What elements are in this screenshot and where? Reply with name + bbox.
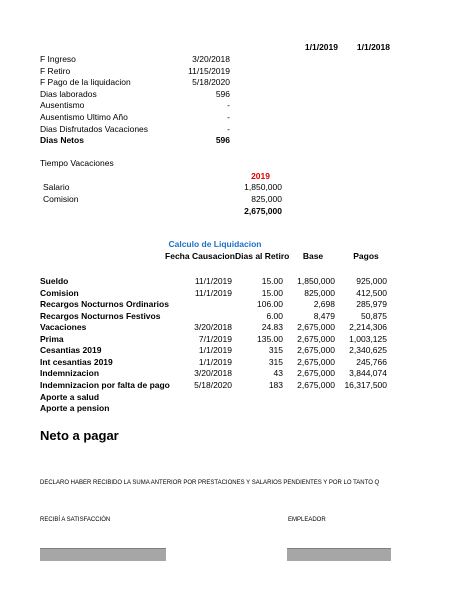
calc-row <box>0 345 474 356</box>
info-value: - <box>227 112 230 122</box>
calc-row <box>0 403 474 414</box>
info-value: 11/15/2019 <box>188 65 230 76</box>
calc-fecha: 7/1/2019 <box>198 333 232 344</box>
info-row <box>0 124 474 135</box>
calc-dias: 106.00 <box>257 299 283 310</box>
calc-base: 2,675,000 <box>297 379 335 390</box>
calc-dias: 6.00 <box>266 310 283 321</box>
calc-fecha: 5/18/2020 <box>194 379 232 390</box>
info-row <box>0 89 474 100</box>
calc-pagos: 1,003,125 <box>349 333 387 344</box>
tiempo-vacaciones-label: Tiempo Vacaciones <box>40 158 114 168</box>
calc-dias: 43 <box>273 368 283 379</box>
signature-right-label: EMPLEADOR <box>288 517 326 523</box>
calc-header-dias: Dias al Retiro <box>235 251 290 261</box>
info-row <box>0 100 474 111</box>
salario-value: 1,850,000 <box>244 182 282 192</box>
calc-dias: 15.00 <box>261 287 283 298</box>
calc-fecha: 1/1/2019 <box>198 356 232 367</box>
info-value: 596 <box>215 88 230 99</box>
calc-dias: 135.00 <box>257 333 283 344</box>
calc-dias: 315 <box>268 345 283 356</box>
info-label: Dias Disfrutados Vacaciones <box>40 123 149 134</box>
calc-base: 2,675,000 <box>297 345 335 356</box>
calc-row <box>0 380 474 391</box>
calc-base: 2,675,000 <box>297 333 335 344</box>
calc-label: Prima <box>40 333 64 344</box>
tiempo-year: 2019 <box>251 171 270 181</box>
calc-row <box>0 334 474 345</box>
info-label: Ausentismo <box>40 100 85 111</box>
info-label: F Pago de la liquidacion <box>40 77 131 88</box>
calc-fecha: 11/1/2019 <box>194 287 232 298</box>
calc-header-base: Base <box>302 251 324 261</box>
info-value: 596 <box>215 135 230 146</box>
signature-right-line <box>287 548 391 561</box>
info-label: Ausentismo Ultimo Año <box>40 112 128 122</box>
info-value: - <box>227 100 230 111</box>
calc-dias: 183 <box>268 379 283 390</box>
comision-value: 825,000 <box>251 194 282 204</box>
info-row <box>0 66 474 77</box>
calc-label: Recargos Nocturnos Ordinarios <box>40 299 169 310</box>
info-value: 5/18/2020 <box>192 77 230 88</box>
calc-row <box>0 276 474 287</box>
calc-row <box>0 288 474 299</box>
signature-left-line <box>40 548 166 561</box>
calc-header-pagos: Pagos <box>353 251 379 261</box>
calc-base: 2,675,000 <box>297 368 335 379</box>
calc-label: Aporte a pension <box>40 403 110 414</box>
calc-label: Sueldo <box>40 276 69 286</box>
signature-left-label: RECIBÍ A SATISFACCIÓN <box>40 517 111 523</box>
info-label: Dias laborados <box>40 88 97 99</box>
info-value: - <box>227 123 230 134</box>
calc-row <box>0 322 474 333</box>
calc-label: Aporte a salud <box>40 391 100 402</box>
calc-pagos: 925,000 <box>356 276 387 286</box>
calc-pagos: 2,340,625 <box>349 345 387 356</box>
calc-title: Calculo de Liquidacion <box>168 239 262 249</box>
info-label: F Ingreso <box>40 54 76 64</box>
calc-pagos: 2,214,306 <box>349 322 387 333</box>
calc-pagos: 16,317,500 <box>344 379 387 390</box>
calc-dias: 24.83 <box>261 322 283 333</box>
calc-label: Comision <box>40 287 79 298</box>
calc-fecha: 11/1/2019 <box>194 276 232 286</box>
salario-label: Salario <box>43 182 70 192</box>
calc-fecha: 1/1/2019 <box>198 345 232 356</box>
comision-label: Comision <box>43 194 79 204</box>
calc-base: 8,479 <box>313 310 335 321</box>
calc-fecha: 3/20/2018 <box>194 368 232 379</box>
calc-row <box>0 392 474 403</box>
calc-base: 2,675,000 <box>297 322 335 333</box>
declaration-text: DECLARO HABER RECIBIDO LA SUMA ANTERIOR POR PRESTACIONES Y SALARIOS PENDIENTES Y POR LO TANTO Q <box>40 480 380 486</box>
calc-row <box>0 368 474 379</box>
calc-base: 2,698 <box>313 299 335 310</box>
calc-dias: 315 <box>268 356 283 367</box>
calc-label: Recargos Nocturnos Festivos <box>40 310 161 321</box>
info-label: Dias Netos <box>40 135 84 146</box>
calc-label: Vacaciones <box>40 322 87 333</box>
calc-row <box>0 357 474 368</box>
calc-base: 1,850,000 <box>297 276 335 286</box>
info-row <box>0 112 474 123</box>
calc-label: Int cesantias 2019 <box>40 356 113 367</box>
calc-base: 2,675,000 <box>297 356 335 367</box>
calc-base: 825,000 <box>304 287 335 298</box>
info-value: 3/20/2018 <box>192 54 230 64</box>
calc-header-fecha: Fecha Causacion <box>165 251 235 261</box>
info-row <box>0 135 474 146</box>
calc-row <box>0 299 474 310</box>
calc-dias: 15.00 <box>261 276 283 286</box>
neto-label: Neto a pagar <box>40 428 119 443</box>
calc-pagos: 412,500 <box>356 287 387 298</box>
calc-label: Indemnizacion <box>40 368 100 379</box>
info-label: F Retiro <box>40 65 71 76</box>
header-date-2: 1/1/2018 <box>356 42 390 52</box>
calc-fecha: 3/20/2018 <box>194 322 232 333</box>
calc-pagos: 285,979 <box>356 299 387 310</box>
calc-label: Indemnizacion por falta de pago <box>40 379 170 390</box>
calc-label: Cesantias 2019 <box>40 345 102 356</box>
calc-row <box>0 311 474 322</box>
calc-pagos: 50,875 <box>361 310 387 321</box>
info-row <box>0 77 474 88</box>
calc-pagos: 3,844,074 <box>349 368 387 379</box>
calc-pagos: 245,766 <box>356 356 387 367</box>
info-row <box>0 54 474 65</box>
tiempo-total: 2,675,000 <box>244 206 282 216</box>
header-date-1: 1/1/2019 <box>304 42 338 52</box>
